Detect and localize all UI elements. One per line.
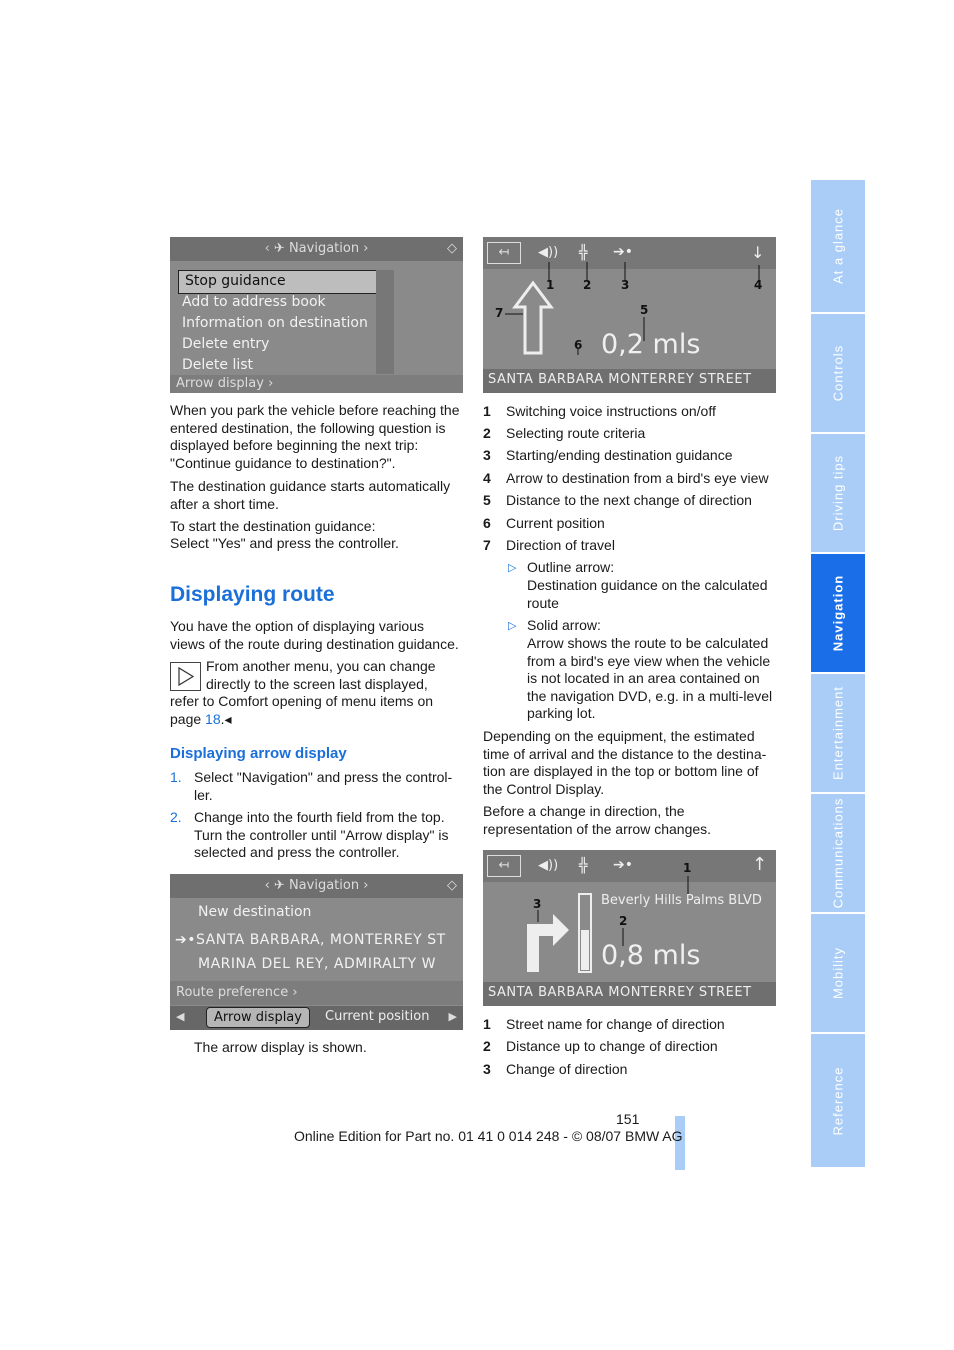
end-mark-icon: ◂ [224, 711, 232, 727]
footer-arrow-display[interactable]: Arrow display › [176, 376, 274, 391]
legend-text: Arrow to destination from a bird's eye view [506, 470, 769, 486]
caption-arrow-display: The arrow display is shown. [194, 1039, 367, 1055]
menu-dest-1[interactable] [175, 932, 446, 948]
up-arrow-icon: ↑ [752, 854, 768, 875]
destination-guidance-icon[interactable]: ➔• [613, 244, 633, 260]
tab-communications[interactable] [811, 794, 865, 912]
callout-7: 7 [495, 306, 504, 320]
legend-number: 3 [483, 1061, 491, 1077]
menu-item-information[interactable]: Information on destination [182, 315, 368, 331]
tab-navigation[interactable] [811, 554, 865, 672]
callout-2: 2 [583, 278, 592, 292]
chevron-right-icon: › [363, 241, 369, 256]
legend-item [483, 403, 716, 419]
route-criteria-icon[interactable]: ╬ [579, 858, 588, 874]
legend-number: 4 [483, 470, 491, 486]
note-icon [170, 662, 201, 691]
tab-arrow-display[interactable]: Arrow display [206, 1007, 310, 1028]
legend-item [483, 1038, 718, 1054]
tab-label: Mobility [830, 946, 846, 1000]
legend-number: 2 [483, 425, 491, 441]
legend-number: 5 [483, 492, 491, 508]
route-pref-label: Route preference [176, 985, 289, 1000]
legend-item [483, 425, 645, 441]
tab-reference[interactable] [811, 1034, 865, 1167]
voice-icon[interactable]: ◀)) [538, 245, 559, 260]
legend-number: 1 [483, 403, 491, 419]
chevron-right-icon: › [363, 878, 369, 893]
tab-current-position[interactable]: Current position [325, 1009, 430, 1024]
footer-label: Arrow display [176, 376, 264, 391]
distance-readout: 0,2 mls [601, 329, 701, 360]
note-page-ref: page 18.◂ [170, 711, 232, 727]
chevron-left-icon: ‹ [264, 241, 274, 256]
back-icon[interactable]: ↤ [487, 855, 521, 877]
menu-item-add-to-address-book[interactable]: Add to address book [182, 294, 326, 310]
subsection-heading: Displaying arrow display [170, 745, 347, 762]
next-street-name: Beverly Hills Palms BLVD [601, 893, 762, 908]
menu-item-stop-guidance[interactable]: Stop guidance [185, 273, 286, 289]
callout-3: 3 [533, 897, 542, 911]
legend-item [483, 470, 769, 486]
screen-guidance-menu [170, 237, 463, 393]
tab-label: At a glance [830, 207, 846, 285]
legend-item [483, 1016, 725, 1032]
legend-text: Change of direction [506, 1061, 628, 1077]
chevron-left-icon: ‹ [264, 878, 274, 893]
tab-entertainment[interactable] [811, 674, 865, 792]
step-number: 2. [170, 809, 182, 825]
scroll-right-icon[interactable]: ▶ [448, 1010, 457, 1023]
screen-header [170, 874, 463, 898]
back-icon[interactable]: ↤ [487, 242, 521, 264]
tab-driving-tips[interactable] [811, 434, 865, 552]
tab-label: Driving tips [830, 454, 846, 532]
current-street: SANTA BARBARA MONTERREY STREET [488, 985, 752, 1000]
paragraph-start-guidance: To start the destination guidance: [170, 518, 376, 534]
tab-label: Navigation [830, 574, 846, 652]
page-link[interactable]: 18 [205, 711, 221, 727]
controller-icon: ◇ [447, 241, 457, 256]
screen-header [170, 237, 463, 261]
outline-arrow-title: Outline arrow: [527, 559, 615, 575]
legend-number: 3 [483, 447, 491, 463]
screen-change-direction [483, 850, 776, 1006]
tab-label: Entertainment [830, 686, 846, 780]
screen-title: Navigation [288, 241, 360, 256]
step-number: 1. [170, 769, 182, 785]
paragraph-park: When you park the vehicle before reaching the entered destination, the following question is displayed before beginning the next trip: "Continue guidance to destination?". [170, 402, 460, 471]
legend-number: 2 [483, 1038, 491, 1054]
callout-1: 1 [683, 861, 692, 875]
legend-item [483, 1061, 627, 1077]
step-text: Change into the fourth field from the top. Turn the controller until "Arrow display" is selected and press the controller. [194, 809, 449, 860]
route-criteria-icon[interactable]: ╬ [579, 245, 588, 261]
destination-guidance-icon[interactable]: ➔• [613, 857, 633, 873]
solid-arrow-title: Solid arrow: [527, 617, 601, 633]
callout-1: 1 [546, 278, 555, 292]
arrow-right-icon: ➔• [175, 932, 196, 948]
legend-item [483, 515, 605, 531]
tab-label: Controls [830, 344, 846, 402]
birds-eye-arrow-icon: ↓ [751, 243, 765, 262]
step-text: Select "Navigation" and press the control-ler. [194, 769, 453, 803]
menu-dest-2[interactable]: MARINA DEL REY, ADMIRALTY W [198, 956, 436, 972]
tab-controls[interactable] [811, 314, 865, 432]
callout-5: 5 [640, 303, 649, 317]
scroll-left-icon[interactable]: ◀ [176, 1010, 185, 1023]
legend-text: Selecting route criteria [506, 425, 646, 441]
screen-navigation-menu [170, 874, 463, 1030]
scrollbar[interactable] [376, 270, 394, 374]
tab-label: Communications [830, 797, 846, 909]
screen-arrow-display [483, 237, 776, 393]
tab-mobility[interactable] [811, 914, 865, 1032]
paragraph-starts-auto: The destination guidance starts automatically after a short time. [170, 478, 451, 512]
menu-route-preference[interactable]: Route preference › [176, 985, 298, 1000]
paragraph-eta: Depending on the equipment, the estimated time of arrival and the distance to the destina-tion are displayed in the top or bottom line of the Control Display. [483, 728, 767, 797]
satellite-icon: ✈ [273, 241, 285, 256]
note-line-3: refer to Comfort opening of menu items on [170, 693, 434, 709]
tab-label: Reference [830, 1066, 846, 1135]
page-number: 151 [616, 1111, 640, 1127]
dest-label: SANTA BARBARA, MONTERREY ST [196, 932, 446, 948]
screen-title: Navigation [288, 878, 360, 893]
callout-4: 4 [754, 278, 763, 292]
legend-item [483, 537, 615, 553]
legend-number: 6 [483, 515, 491, 531]
bullet-triangle-icon: ▷ [508, 562, 517, 574]
menu-new-destination[interactable]: New destination [198, 904, 312, 920]
chapter-tabs [811, 180, 865, 1167]
legend-text: Starting/ending destination guidance [506, 447, 733, 463]
paragraph-option: You have the option of displaying various views of the route during destination guidance. [170, 618, 459, 652]
callout-3: 3 [621, 278, 630, 292]
satellite-icon: ✈ [273, 878, 285, 893]
legend-text: Street name for change of direction [506, 1016, 725, 1032]
bullet-triangle-icon: ▷ [508, 620, 517, 632]
legend-text: Switching voice instructions on/off [506, 403, 716, 419]
legend-text: Current position [506, 515, 605, 531]
legend-item [483, 492, 752, 508]
solid-arrow-text: Arrow shows the route to be calculated from a bird's eye view when the vehicle is not located in an area contained on the navigation DVD, e.g. in a multi-level parking lot. [527, 635, 773, 721]
distance-readout: 0,8 mls [601, 940, 701, 971]
callout-2: 2 [619, 914, 628, 928]
legend-text: Direction of travel [506, 537, 615, 553]
footer-text: Online Edition for Part no. 01 41 0 014 248 - © 08/07 BMW AG [294, 1128, 683, 1144]
tab-at-a-glance[interactable] [811, 180, 865, 312]
legend-text: Distance to the next change of direction [506, 492, 752, 508]
menu-item-delete-entry[interactable]: Delete entry [182, 336, 270, 352]
current-street: SANTA BARBARA MONTERREY STREET [488, 372, 752, 387]
outline-arrow-text: Destination guidance on the calculated route [527, 577, 768, 611]
paragraph-change: Before a change in direction, the representation of the arrow changes. [483, 803, 712, 837]
menu-item-delete-list[interactable]: Delete list [182, 357, 254, 373]
legend-item [483, 447, 733, 463]
paragraph-select-yes: Select "Yes" and press the controller. [170, 535, 399, 551]
callout-6: 6 [574, 338, 583, 352]
voice-icon[interactable]: ◀)) [538, 858, 559, 873]
legend-text: Distance up to change of direction [506, 1038, 718, 1054]
note-line-2: directly to the screen last displayed, [206, 676, 428, 692]
legend-number: 1 [483, 1016, 491, 1032]
legend-number: 7 [483, 537, 491, 553]
note-line-1: From another menu, you can change [206, 658, 436, 674]
controller-icon: ◇ [447, 878, 457, 893]
section-heading: Displaying route [170, 583, 335, 606]
